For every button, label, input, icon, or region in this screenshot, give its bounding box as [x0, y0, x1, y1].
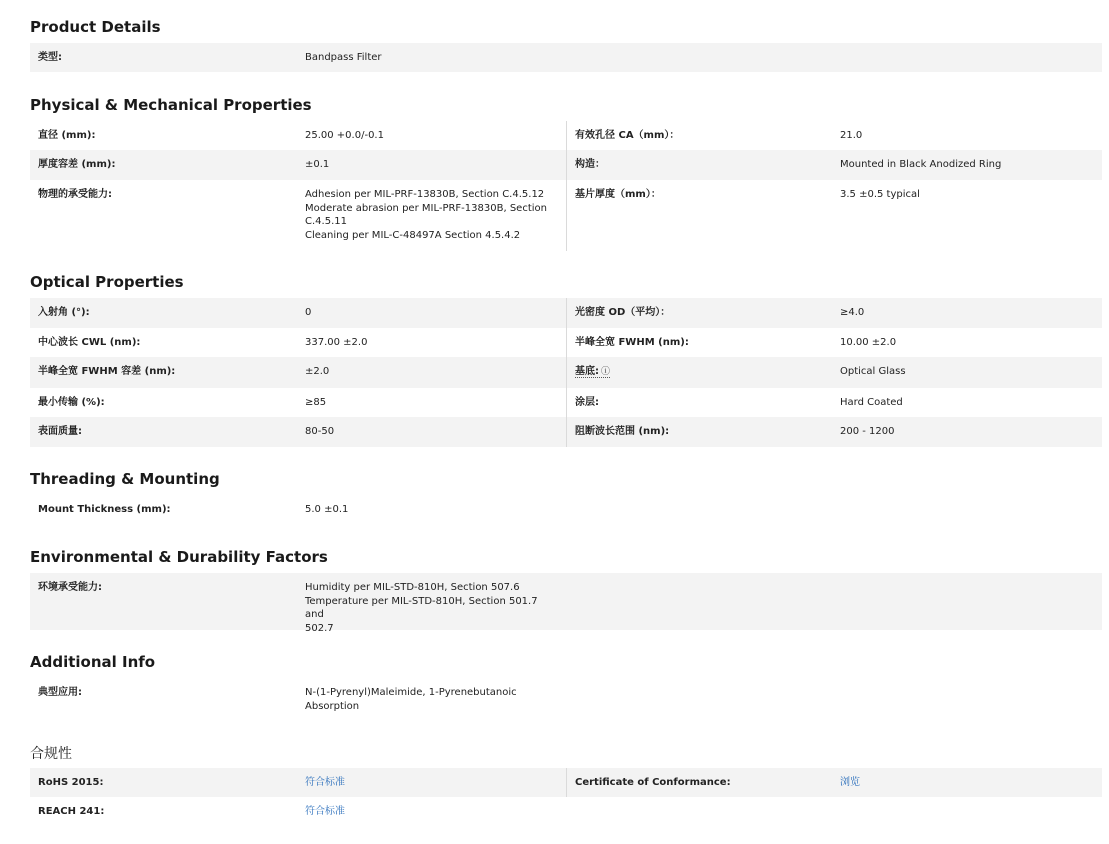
- section-title-environmental: Environmental & Durability Factors: [30, 548, 328, 566]
- spec-label: 典型应用:: [38, 687, 82, 698]
- spec-value: 337.00 ±2.0: [305, 337, 368, 348]
- spec-value: ≥85: [305, 397, 327, 408]
- spec-row: [30, 388, 1102, 417]
- spec-row: [30, 328, 1102, 357]
- spec-row: [30, 150, 1102, 180]
- additional-info-table: [30, 678, 1102, 722]
- spec-value-line: Humidity per MIL-STD-810H, Section 507.6: [305, 582, 520, 593]
- spec-row: [30, 768, 1102, 797]
- section-title-compliance: 合规性: [30, 746, 72, 762]
- spec-row: [30, 121, 1102, 150]
- spec-value: Bandpass Filter: [305, 52, 382, 63]
- section-title-product-details: Product Details: [30, 18, 161, 36]
- spec-value: ±0.1: [305, 159, 330, 170]
- spec-row: [30, 43, 1102, 72]
- spec-value: Hard Coated: [840, 397, 903, 408]
- spec-value: Optical Glass: [840, 366, 906, 377]
- certificate-view-link[interactable]: 浏览: [840, 777, 860, 788]
- section-title-physical-mechanical: Physical & Mechanical Properties: [30, 96, 312, 114]
- reach-compliant-link[interactable]: 符合标准: [305, 806, 345, 817]
- spec-label: 半峰全宽 FWHM 容差 (nm):: [38, 366, 176, 377]
- spec-value-line: Moderate abrasion per MIL-PRF-13830B, Section: [305, 202, 547, 214]
- spec-value: 25.00 +0.0/-0.1: [305, 130, 384, 141]
- section-title-threading-mounting: Threading & Mounting: [30, 470, 220, 488]
- rohs-compliant-link[interactable]: 符合标准: [305, 777, 345, 788]
- environmental-table: [30, 573, 1102, 634]
- spec-label: 直径 (mm):: [38, 130, 96, 141]
- spec-label: 半峰全宽 FWHM (nm):: [566, 328, 832, 357]
- spec-row: [30, 180, 1102, 251]
- spec-label: 基底:: [575, 366, 599, 377]
- product-details-table: [30, 43, 1102, 72]
- spec-value: 80-50: [305, 426, 335, 437]
- spec-label-with-tooltip: [566, 357, 832, 388]
- spec-label: Certificate of Conformance:: [566, 768, 832, 797]
- spec-label: 构造：: [566, 150, 832, 180]
- spec-value-line: 502.7: [305, 622, 334, 634]
- spec-label: 环境承受能力:: [38, 582, 102, 593]
- spec-row: [30, 678, 1102, 722]
- spec-row: [30, 417, 1102, 447]
- spec-value-multiline: [297, 180, 566, 251]
- physical-properties-table: [30, 121, 1102, 251]
- spec-row: [30, 573, 1102, 634]
- spec-label: RoHS 2015:: [38, 777, 104, 788]
- spec-label: Mount Thickness (mm):: [38, 504, 171, 515]
- optical-properties-table: [30, 298, 1102, 447]
- spec-row: [30, 797, 1102, 826]
- spec-label: 中心波长 CWL (nm):: [38, 337, 141, 348]
- spec-value-multiline: [297, 678, 566, 722]
- spec-value-line: N-(1-Pyrenyl)Maleimide, 1-Pyrenebutanoic: [305, 687, 517, 698]
- spec-value: 21.0: [840, 130, 863, 141]
- threading-table: [30, 495, 1102, 525]
- spec-value: ≥4.0: [840, 307, 865, 318]
- section-title-optical: Optical Properties: [30, 273, 184, 291]
- spec-value: 5.0 ±0.1: [305, 504, 349, 515]
- spec-label: 最小传输 (%):: [38, 397, 105, 408]
- spec-label: 基片厚度（mm）：: [566, 180, 832, 251]
- spec-label: 入射角 (°):: [38, 307, 90, 318]
- spec-value-line: Adhesion per MIL-PRF-13830B, Section C.4.5.12: [305, 189, 545, 200]
- spec-value: 10.00 ±2.0: [840, 337, 897, 348]
- spec-row: [30, 495, 1102, 525]
- spec-value-multiline: [297, 573, 566, 634]
- spec-label: 物理的承受能力:: [38, 189, 112, 200]
- spec-value-line: Temperature per MIL-STD-810H, Section 501.7 and: [305, 595, 538, 620]
- spec-row: [30, 357, 1102, 388]
- spec-value: Mounted in Black Anodized Ring: [840, 159, 1002, 170]
- spec-label: 有效孔径 CA（mm）：: [566, 121, 832, 150]
- compliance-table: [30, 768, 1102, 826]
- spec-label: REACH 241:: [38, 806, 105, 817]
- spec-value: ±2.0: [305, 366, 330, 377]
- spec-row: [30, 298, 1102, 328]
- spec-label: 阻断波长范围 (nm):: [566, 417, 832, 447]
- spec-value-line: C.4.5.11: [305, 216, 347, 227]
- spec-value: 3.5 ±0.5 typical: [840, 189, 920, 200]
- spec-label: 类型:: [38, 52, 62, 63]
- section-title-additional-info: Additional Info: [30, 653, 156, 671]
- spec-label: 光密度 OD（平均）：: [566, 298, 832, 328]
- spec-label: 涂层:: [566, 388, 832, 417]
- substrate-tooltip-trigger[interactable]: [575, 366, 610, 378]
- spec-value: 200 - 1200: [840, 426, 895, 437]
- info-icon[interactable]: ⓘ: [601, 367, 611, 377]
- spec-label: 表面质量:: [38, 426, 82, 437]
- spec-value: 0: [305, 307, 312, 318]
- spec-value-line: Cleaning per MIL-C-48497A Section 4.5.4.2: [305, 229, 521, 241]
- spec-label: 厚度容差 (mm):: [38, 159, 116, 170]
- spec-value-line: Absorption: [305, 700, 360, 712]
